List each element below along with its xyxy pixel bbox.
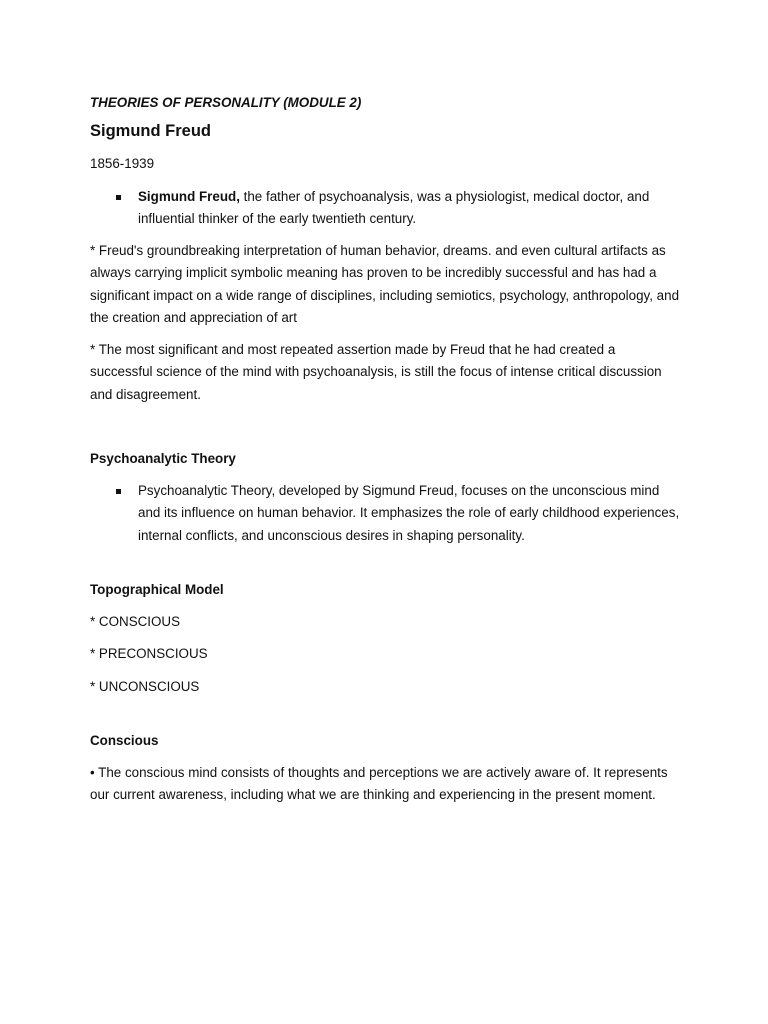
intro-bullet-text: the father of psychoanalysis, was a physiologist, medical doctor, and influential thinker of the early twentieth century. bbox=[138, 188, 650, 226]
document-title: THEORIES OF PERSONALITY (MODULE 2) bbox=[90, 95, 362, 110]
section-heading-psychoanalytic-theory: Psychoanalytic Theory bbox=[90, 451, 236, 466]
paragraph-freud-assertion: * The most significant and most repeated assertion made by Freud that he had created a successful science of the mind with psychoanalysis, is still the focus of intense critical discussion and disagreement. bbox=[90, 341, 662, 402]
paragraph-freud-interpretation: * Freud's groundbreaking interpretation of human behavior, dreams. and even cultural artifacts as always carrying implicit symbolic meaning has proven to be incredibly successful and has had a significant impact on a wide range of disciplines, including semiotics, psychology, anthropology, and the creation and appreciation of art bbox=[90, 242, 680, 325]
life-dates: 1856-1939 bbox=[90, 156, 155, 171]
document-content bbox=[90, 93, 680, 816]
paragraph-conscious-mind: • The conscious mind consists of thoughts and perceptions we are actively aware of. It represents our current awareness, including what we are thinking and experiencing in the present moment. bbox=[90, 764, 668, 802]
psychoanalytic-bullet-text: Psychoanalytic Theory, developed by Sigmund Freud, focuses on the unconscious mind and its influence on human behavior. It emphasizes the role of early childhood experiences, internal conflicts, and unconscious desires in shaping personality. bbox=[138, 482, 680, 543]
section-heading-topographical-model: Topographical Model bbox=[90, 582, 224, 597]
square-bullet-icon bbox=[116, 489, 121, 494]
section-heading-conscious: Conscious bbox=[90, 733, 159, 748]
topographical-item-conscious: * CONSCIOUS bbox=[90, 613, 181, 629]
section-heading-sigmund-freud: Sigmund Freud bbox=[90, 122, 211, 140]
intro-bullet-bold-text: Sigmund Freud, bbox=[138, 188, 240, 204]
topographical-item-preconscious: * PRECONSCIOUS bbox=[90, 646, 208, 661]
square-bullet-icon bbox=[116, 195, 121, 200]
intro-bullet-item bbox=[90, 186, 680, 231]
psychoanalytic-bullet-item bbox=[90, 480, 680, 548]
topographical-item-unconscious: * UNCONSCIOUS bbox=[90, 678, 200, 694]
